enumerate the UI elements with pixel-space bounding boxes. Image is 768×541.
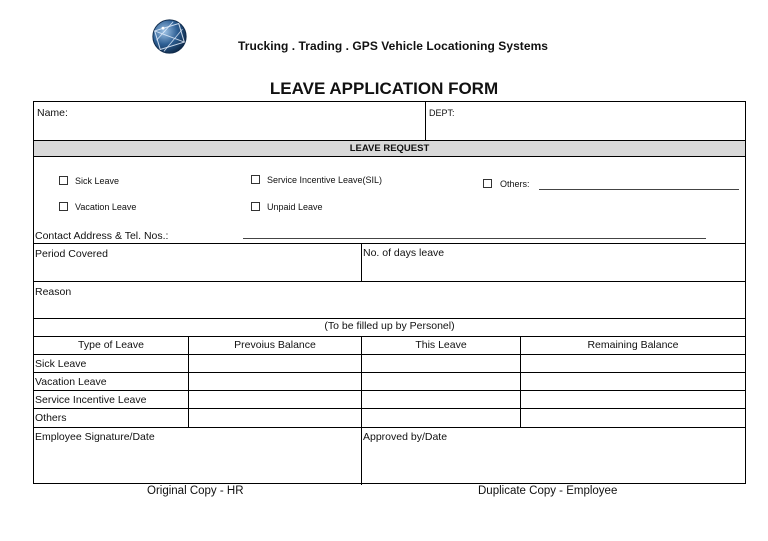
leave-request-header	[34, 140, 745, 157]
unpaid-leave-label: Unpaid Leave	[267, 202, 323, 212]
sick-leave-checkbox[interactable]	[59, 176, 68, 185]
table-col-divider	[188, 336, 189, 427]
table-row-rule	[34, 372, 745, 373]
period-days-divider	[361, 243, 362, 281]
reason-label: Reason	[35, 286, 72, 298]
sick-leave-label: Sick Leave	[75, 176, 120, 186]
personnel-note: (To be filled up by Personel)	[324, 320, 455, 332]
table-top-rule	[34, 336, 745, 337]
table-col-divider	[361, 336, 362, 485]
others-label: Others:	[500, 179, 530, 189]
reason-field[interactable]	[37, 298, 741, 316]
table-row-rule	[34, 408, 745, 409]
table-row-others: Others	[35, 412, 67, 424]
table-bottom-rule	[34, 427, 745, 428]
table-row-sil: Service Incentive Leave	[35, 394, 147, 406]
name-label: Name:	[37, 107, 68, 119]
col-header-remaining: Remaining Balance	[587, 339, 679, 351]
table-col-divider	[520, 336, 521, 427]
days-leave-label: No. of days leave	[363, 247, 445, 259]
days-leave-field[interactable]	[365, 260, 741, 278]
name-dept-divider	[425, 102, 426, 140]
col-header-this-leave: This Leave	[415, 339, 467, 351]
leave-application-form	[33, 101, 746, 484]
col-header-previous: Prevoius Balance	[234, 339, 316, 351]
company-logo-globe	[151, 18, 188, 55]
table-row-vacation: Vacation Leave	[35, 376, 107, 388]
company-tagline: Trucking . Trading . GPS Vehicle Locationing Systems	[238, 39, 549, 53]
contact-label: Contact Address & Tel. Nos.:	[35, 230, 169, 242]
leave-request-title: LEAVE REQUEST	[349, 143, 430, 154]
vacation-leave-label: Vacation Leave	[75, 202, 137, 212]
employee-signature-label: Employee Signature/Date	[35, 431, 155, 443]
name-field[interactable]	[39, 116, 421, 136]
employee-signature-field[interactable]	[37, 446, 357, 480]
vacation-leave-checkbox[interactable]	[59, 202, 68, 211]
form-title: LEAVE APPLICATION FORM	[269, 79, 499, 98]
dept-label: DEPT:	[429, 108, 455, 118]
period-covered-field[interactable]	[37, 260, 357, 278]
col-header-type: Type of Leave	[78, 339, 144, 351]
approved-by-label: Approved by/Date	[363, 431, 448, 443]
sil-label: Service Incentive Leave(SIL)	[267, 175, 383, 185]
unpaid-leave-checkbox[interactable]	[251, 202, 260, 211]
contact-field-line[interactable]	[243, 238, 706, 239]
contact-bottom-rule	[34, 243, 745, 244]
sil-checkbox[interactable]	[251, 175, 260, 184]
table-row-rule	[34, 390, 745, 391]
approved-by-field[interactable]	[365, 446, 741, 480]
dept-field[interactable]	[456, 106, 741, 136]
duplicate-copy-note: Duplicate Copy - Employee	[478, 485, 618, 497]
table-row-sick: Sick Leave	[35, 358, 87, 370]
period-bottom-rule	[34, 281, 745, 282]
reason-bottom-rule	[34, 318, 745, 319]
period-covered-label: Period Covered	[35, 248, 108, 260]
table-header-rule	[34, 354, 745, 355]
others-checkbox[interactable]	[483, 179, 492, 188]
others-specify-line[interactable]	[539, 189, 739, 190]
original-copy-note: Original Copy - HR	[147, 485, 244, 497]
